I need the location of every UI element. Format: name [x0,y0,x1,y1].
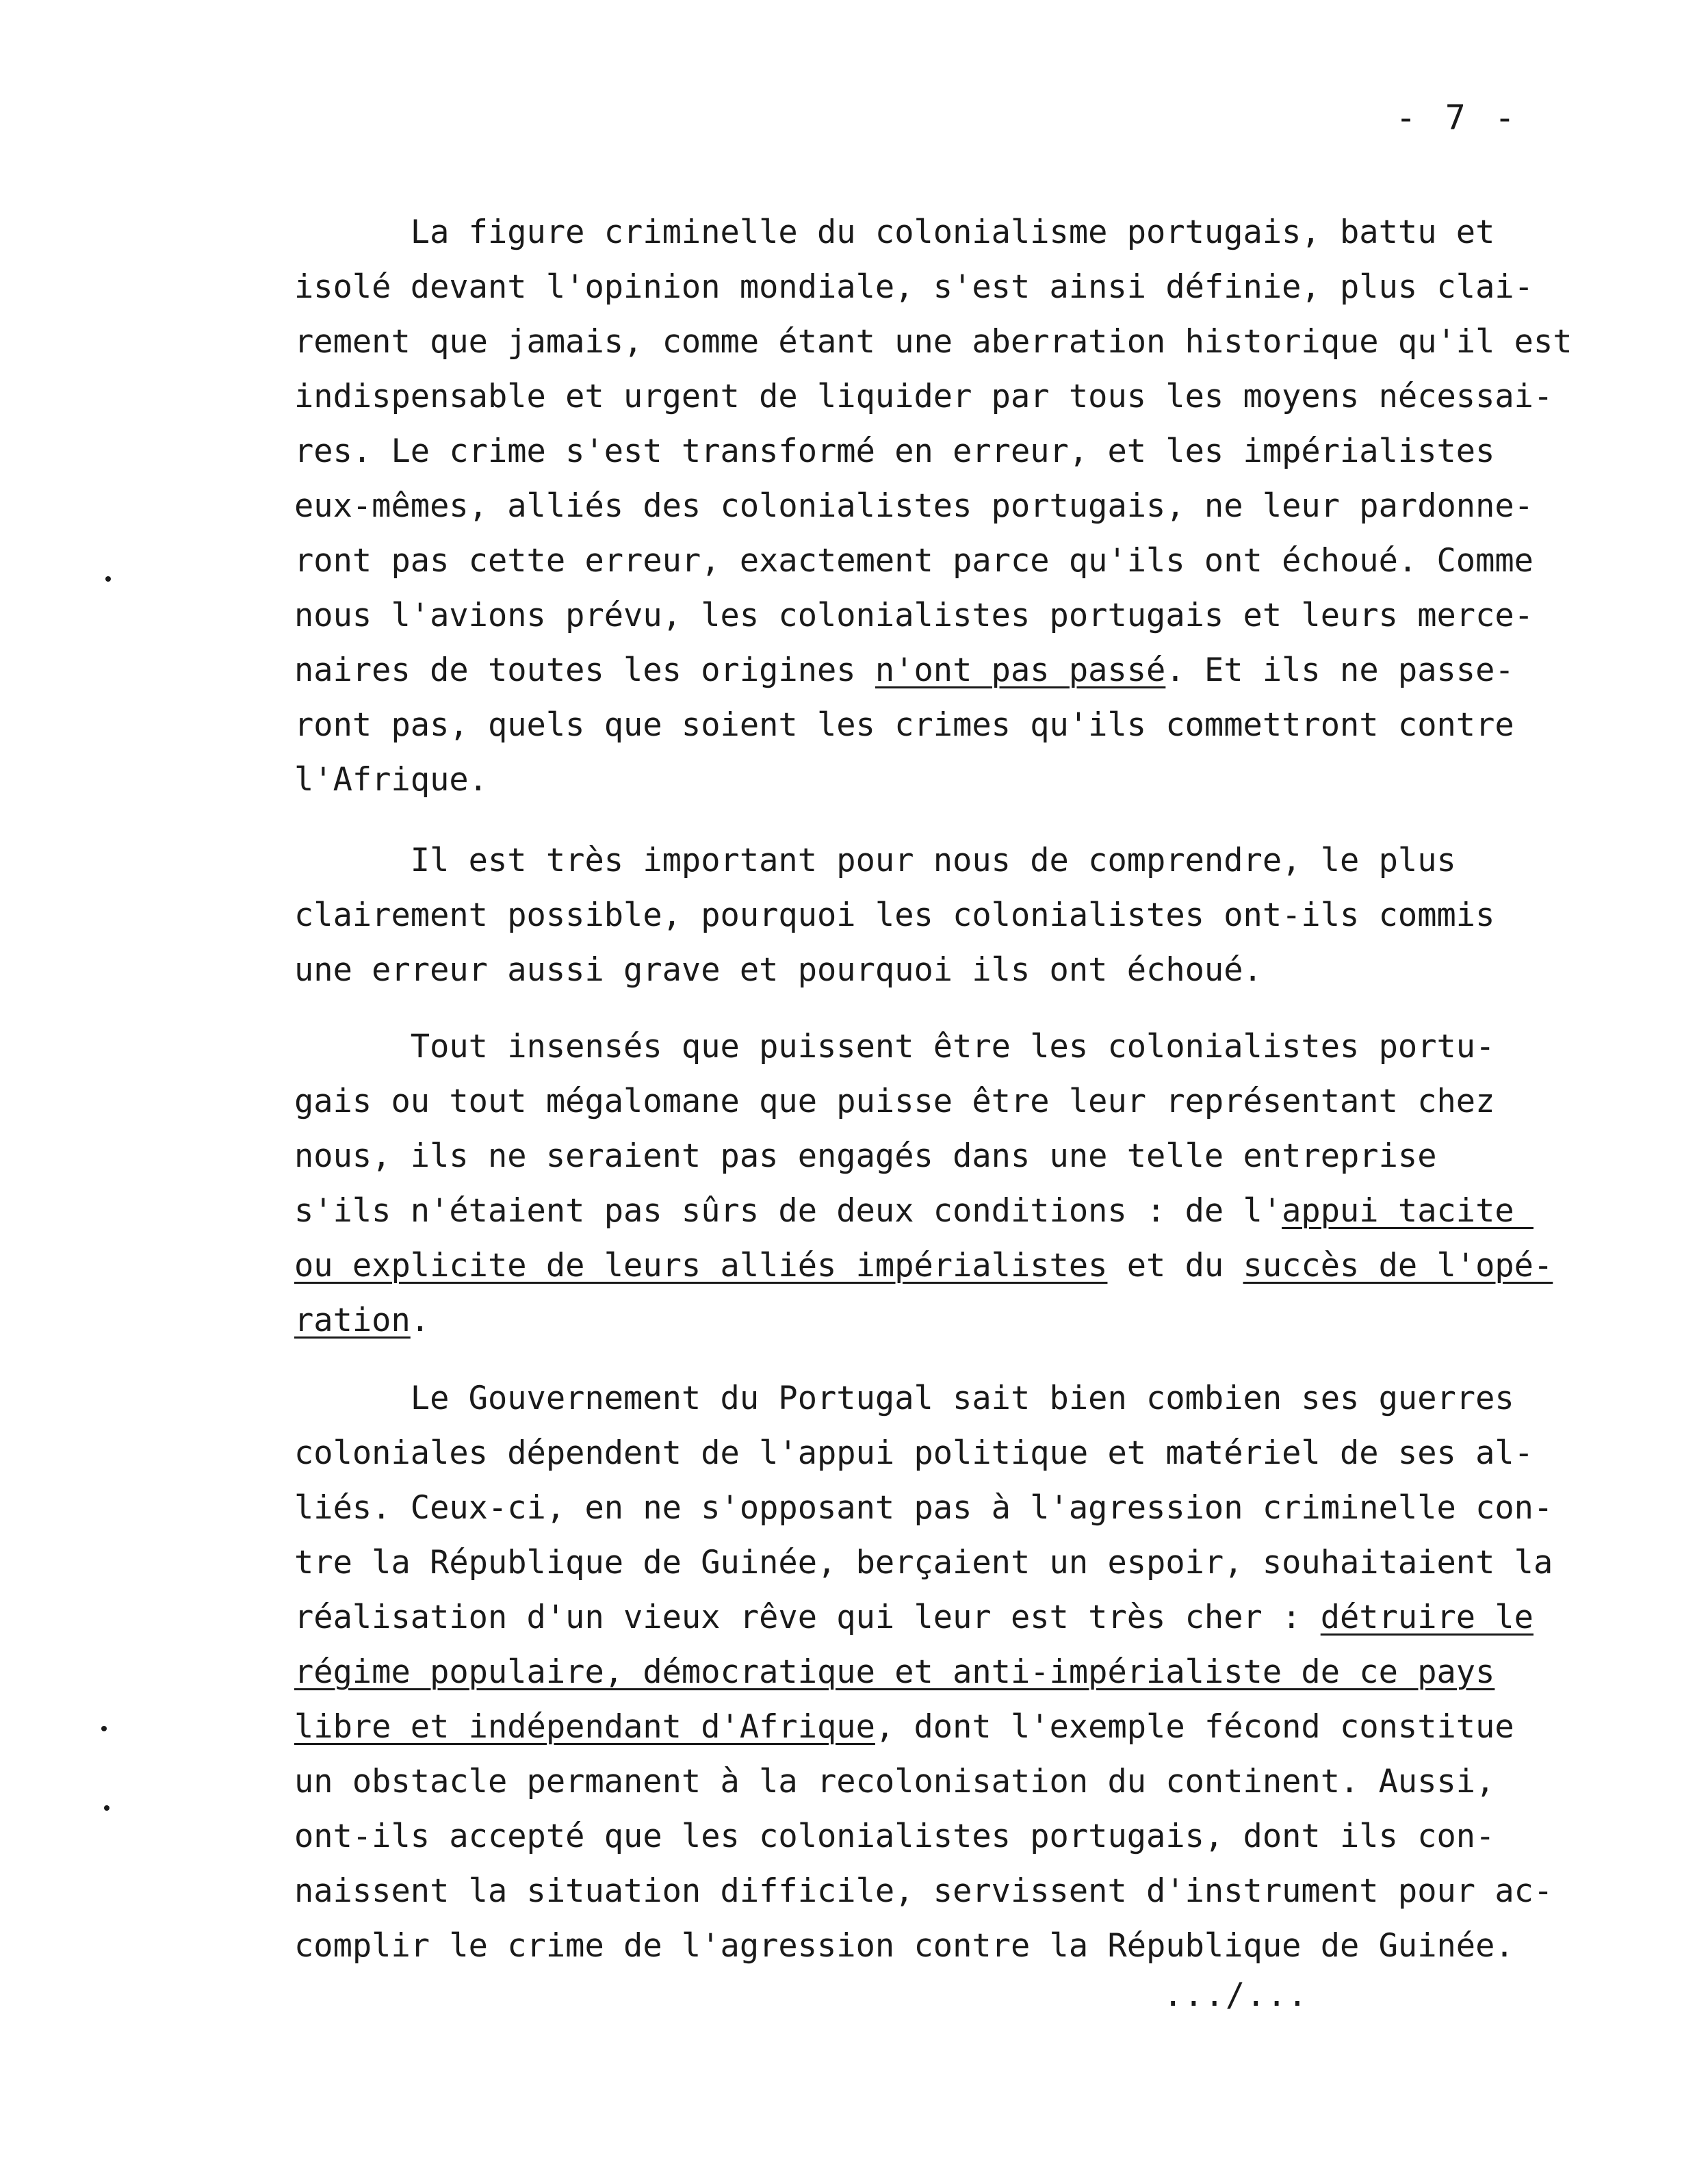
text-segment: gais ou tout mégalomane que puisse être leur représentant chez [294,1083,1495,1120]
margin-mark [101,1726,107,1731]
text-line [294,1074,1494,1129]
text-line [294,1755,1494,1809]
text-line [294,1129,1437,1184]
text-segment: ont-ils accepté que les colonialistes portugais, dont ils con- [294,1818,1495,1855]
text-segment: La figure criminelle du colonialisme portugais, battu et [294,214,1495,251]
text-line [294,1919,1514,1974]
underlined-text: appui tacite [1282,1192,1534,1230]
text-segment: isolé devant l'opinion mondiale, s'est ainsi définie, plus clai- [294,268,1534,306]
text-segment: Il est très important pour nous de comprendre, le plus [294,842,1456,879]
text-line [294,315,1573,370]
text-segment: tre la République de Guinée, berçaient un espoir, souhaitaient la [294,1544,1553,1581]
text-segment: s'ils n'étaient pas sûrs de deux conditions : de l' [294,1192,1282,1230]
underlined-text: ration [294,1302,411,1339]
text-segment: nous l'avions prévu, les colonialistes portugais et leurs merce- [294,597,1534,634]
text-segment: ront pas, quels que soient les crimes qu'ils commettront contre [294,706,1514,744]
text-line [294,834,1456,888]
text-line [294,943,1263,998]
text-line [294,888,1494,943]
text-line [294,1371,1514,1426]
underlined-text: ou explicite de leurs alliés impérialistes [294,1247,1108,1284]
text-line [294,1426,1534,1481]
text-segment: liés. Ceux-ci, en ne s'opposant pas à l'agression criminelle con- [294,1489,1553,1527]
text-segment: . [410,1302,430,1339]
text-segment: , dont l'exemple fécond constitue [875,1708,1514,1746]
text-line [294,1020,1494,1074]
text-line [294,1239,1553,1293]
text-line [294,753,488,808]
text-line [294,1809,1494,1864]
text-segment: et du [1107,1247,1243,1284]
margin-mark [104,1805,109,1811]
text-line [294,260,1534,315]
text-line [294,698,1514,753]
text-segment: nous, ils ne seraient pas engagés dans une telle entreprise [294,1137,1437,1175]
underlined-text: détruire le [1320,1599,1534,1636]
text-segment: ront pas cette erreur, exactement parce qu'ils ont échoué. Comme [294,542,1534,580]
text-segment: rement que jamais, comme étant une aberration historique qu'il est [294,323,1573,361]
text-segment: res. Le crime s'est transformé en erreur, et les impérialistes [294,432,1495,470]
margin-mark [105,576,111,582]
text-segment: . Et ils ne passe- [1165,651,1514,689]
text-segment: Tout insensés que puissent être les colonialistes portu- [294,1028,1495,1065]
text-segment: naires de toutes les origines [294,651,875,689]
text-line [294,1590,1534,1645]
text-segment: un obstacle permanent à la recolonisation du continent. Aussi, [294,1763,1495,1800]
text-line [294,479,1534,534]
text-segment: réalisation d'un vieux rêve qui leur est très cher : [294,1599,1321,1636]
continuation-mark: .../... [1163,1976,1309,2014]
text-line [294,1645,1494,1700]
text-segment: naissent la situation difficile, servissent d'instrument pour ac- [294,1872,1553,1910]
text-line [294,589,1534,643]
text-line [294,1293,430,1348]
text-segment: une erreur aussi grave et pourquoi ils ont échoué. [294,951,1263,989]
text-segment: clairement possible, pourquoi les colonialistes ont-ils commis [294,896,1495,934]
underlined-text: succès de l'opé- [1243,1247,1553,1284]
underlined-text: libre et indépendant d'Afrique [294,1708,875,1746]
text-line [294,1184,1534,1239]
text-line [294,1700,1514,1755]
text-line [294,1481,1553,1536]
text-segment: Le Gouvernement du Portugal sait bien combien ses guerres [294,1380,1514,1417]
text-line [294,1864,1553,1919]
text-line [294,534,1534,589]
text-line [294,643,1514,698]
text-line [294,1536,1553,1590]
text-segment: l'Afrique. [294,761,488,799]
underlined-text: n'ont pas passé [875,651,1166,689]
text-line [294,424,1494,479]
text-segment: eux-mêmes, alliés des colonialistes portugais, ne leur pardonne- [294,487,1534,525]
page-number: - 7 - [1395,98,1519,138]
text-line [294,370,1553,424]
text-line [294,205,1494,260]
underlined-text: régime populaire, démocratique et anti-impérialiste de ce pays [294,1653,1495,1691]
text-segment: complir le crime de l'agression contre la République de Guinée. [294,1927,1514,1965]
text-segment: coloniales dépendent de l'appui politique et matériel de ses al- [294,1434,1534,1472]
text-segment: indispensable et urgent de liquider par tous les moyens nécessai- [294,378,1553,415]
